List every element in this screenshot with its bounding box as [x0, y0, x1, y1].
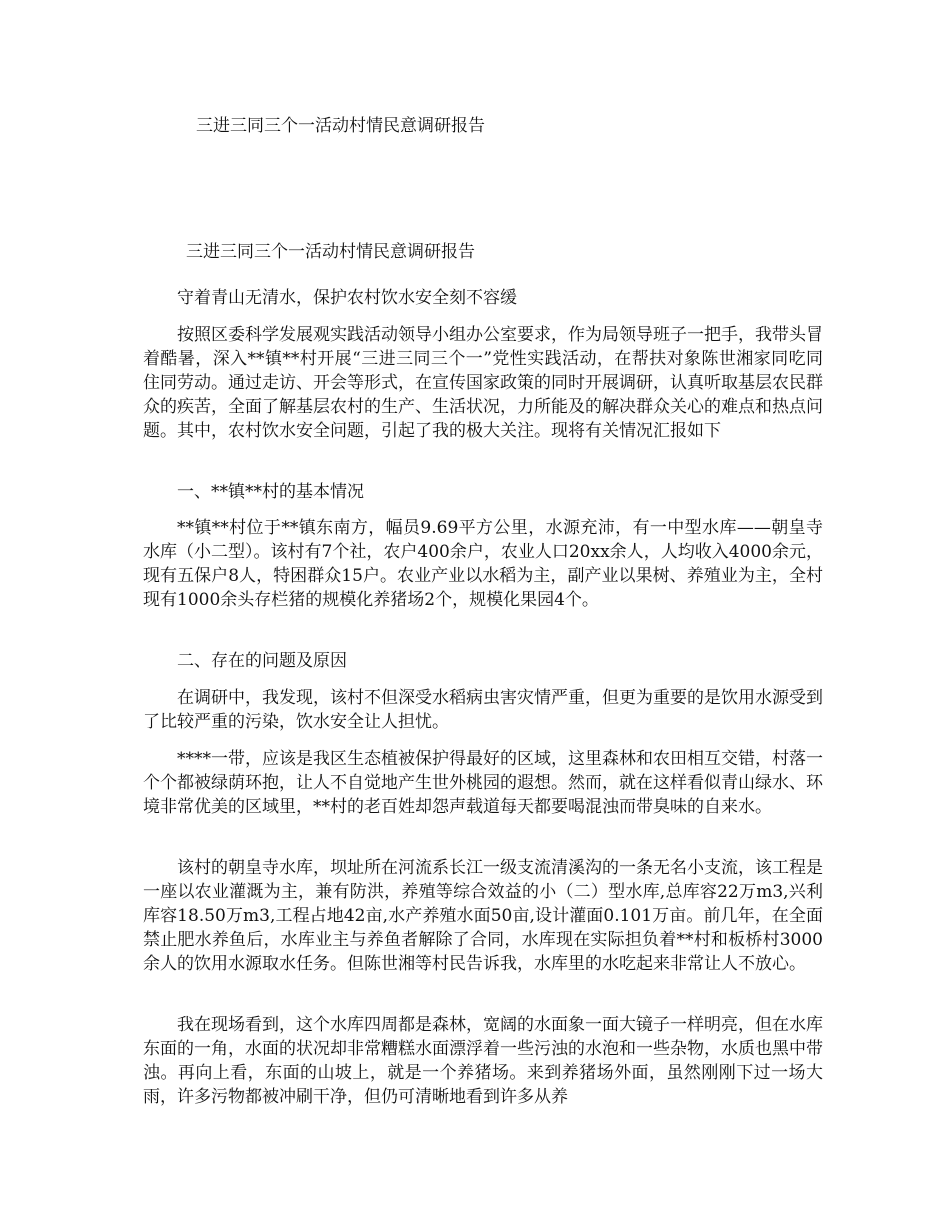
section-2-heading: 二、存在的问题及原因	[177, 651, 347, 671]
cover-title: 三进三同三个一活动村情民意调研报告	[196, 116, 485, 136]
subtitle: 守着青山无清水，保护农村饮水安全刻不容缓	[177, 288, 517, 308]
intro-paragraph: 按照区委科学发展观实践活动领导小组办公室要求，作为局领导班子一把手，我带头冒着酷暑，深入**镇**村开展“三进三同三个一”党性实践活动，在帮扶对象陈世湘家同吃同住同劳动。通过走访、开会等形式，在宣传国家政策的同时开展调研，认真听取基层农民群众的疾苦，全面了解基层农村的生产、生活状况，力所能及的解决群众关心的难点和热点问题。其中，农村饮水安全问题，引起了我的极大关注。现将有关情况汇报如下	[143, 325, 823, 441]
section-1-paragraph: **镇**村位于**镇东南方，幅员9.69平方公里，水源充沛，有一中型水库——朝皇寺水库（小二型）。该村有7个社，农户400余户，农业人口20xx余人，人均收入4000余元，现有五保户8人，特困群众15户。农业产业以水稻为主，副产业以果树、养殖业为主，全村现有1000余头存栏猪的规模化养猪场2个，规模化果园4个。	[143, 518, 823, 610]
section-1-heading: 一、**镇**村的基本情况	[177, 482, 364, 502]
section-2-paragraph-4: 我在现场看到，这个水库四周都是森林，宽阔的水面象一面大镜子一样明亮，但在水库东面的一角，水面的状况却非常糟糕水面漂浮着一些污浊的水泡和一些杂物，水质也黑中带浊。再向上看，东面的山坡上，就是一个养猪场。来到养猪场外面，虽然刚刚下过一场大雨，许多污物都被冲刷干净，但仍可清晰地看到许多从养	[143, 1015, 823, 1107]
section-2-paragraph-1: 在调研中，我发现，该村不但深受水稻病虫害灾情严重，但更为重要的是饮用水源受到了比较严重的污染，饮水安全让人担忧。	[143, 688, 823, 732]
section-2-paragraph-2: ****一带，应该是我区生态植被保护得最好的区域，这里森林和农田相互交错，村落一个个都被绿荫环抱，让人不自觉地产生世外桃园的遐想。然而，就在这样看似青山绿水、环境非常优美的区域里，**村的老百姓却怨声载道每天都要喝混浊而带臭味的自来水。	[143, 749, 823, 817]
section-2-paragraph-3: 该村的朝皇寺水库，坝址所在河流系长江一级支流清溪沟的一条无名小支流，该工程是一座以农业灌溉为主，兼有防洪，养殖等综合效益的小（二）型水库,总库容22万m3,兴利库容18.50万m3,工程占地42亩,水产养殖水面50亩,设计灌面0.101万亩。前几年，在全面禁止肥水养鱼后，水库业主与养鱼者解除了合同，水库现在实际担负着**村和板桥村3000余人的饮用水源取水任务。但陈世湘等村民告诉我，水库里的水吃起来非常让人不放心。	[143, 858, 823, 974]
document-title: 三进三同三个一活动村情民意调研报告	[186, 242, 475, 262]
